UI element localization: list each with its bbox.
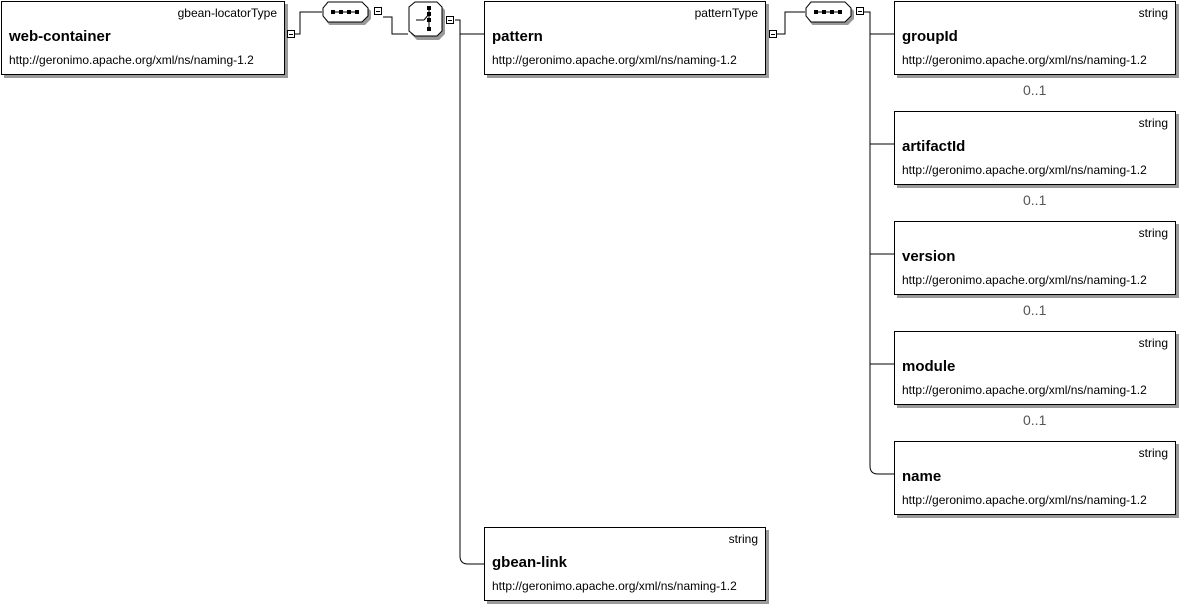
- type-label: gbean-locatorType: [177, 6, 277, 20]
- element-gbean-link[interactable]: [484, 527, 766, 601]
- element-groupId[interactable]: [894, 1, 1176, 75]
- type-label: patternType: [694, 6, 758, 20]
- element-name: version: [902, 248, 956, 265]
- element-artifactId[interactable]: [894, 111, 1176, 185]
- element-name: artifactId: [902, 138, 966, 155]
- type-label: string: [1138, 226, 1168, 240]
- namespace-label: http://geronimo.apache.org/xml/ns/naming-1.2: [9, 53, 254, 67]
- type-label: string: [1138, 6, 1168, 20]
- collapse-toggle-choice[interactable]: [446, 16, 454, 24]
- element-name: pattern: [492, 28, 543, 45]
- type-label: string: [1138, 446, 1168, 460]
- occurrence-label: 0..1: [1023, 82, 1047, 98]
- namespace-label: http://geronimo.apache.org/xml/ns/naming-1.2: [902, 493, 1147, 507]
- element-name: gbean-link: [492, 554, 568, 571]
- collapse-toggle-web-container[interactable]: [287, 30, 295, 38]
- element-version[interactable]: [894, 221, 1176, 295]
- element-module[interactable]: [894, 331, 1176, 405]
- element-name-node[interactable]: [894, 441, 1176, 515]
- collapse-toggle-pattern[interactable]: [769, 30, 777, 38]
- occurrence-label: 0..1: [1023, 412, 1047, 428]
- element-name: name: [902, 468, 942, 485]
- element-web-container[interactable]: [1, 1, 285, 75]
- sequence-compositor-icon[interactable]: [322, 1, 372, 25]
- collapse-toggle-sequence[interactable]: [856, 7, 864, 15]
- namespace-label: http://geronimo.apache.org/xml/ns/naming-1.2: [492, 53, 737, 67]
- namespace-label: http://geronimo.apache.org/xml/ns/naming-1.2: [492, 579, 737, 593]
- occurrence-label: 0..1: [1023, 302, 1047, 318]
- type-label: string: [1138, 336, 1168, 350]
- element-name: web-container: [9, 28, 111, 45]
- collapse-toggle-sequence[interactable]: [374, 7, 382, 15]
- element-name: groupId: [902, 28, 958, 45]
- type-label: string: [1138, 116, 1168, 130]
- choice-compositor-icon[interactable]: [408, 1, 448, 43]
- type-label: string: [728, 532, 758, 546]
- namespace-label: http://geronimo.apache.org/xml/ns/naming-1.2: [902, 163, 1147, 177]
- namespace-label: http://geronimo.apache.org/xml/ns/naming-1.2: [902, 273, 1147, 287]
- occurrence-label: 0..1: [1023, 192, 1047, 208]
- sequence-compositor-icon[interactable]: [805, 1, 855, 25]
- element-name: module: [902, 358, 956, 375]
- element-pattern[interactable]: [484, 1, 766, 75]
- namespace-label: http://geronimo.apache.org/xml/ns/naming-1.2: [902, 53, 1147, 67]
- namespace-label: http://geronimo.apache.org/xml/ns/naming-1.2: [902, 383, 1147, 397]
